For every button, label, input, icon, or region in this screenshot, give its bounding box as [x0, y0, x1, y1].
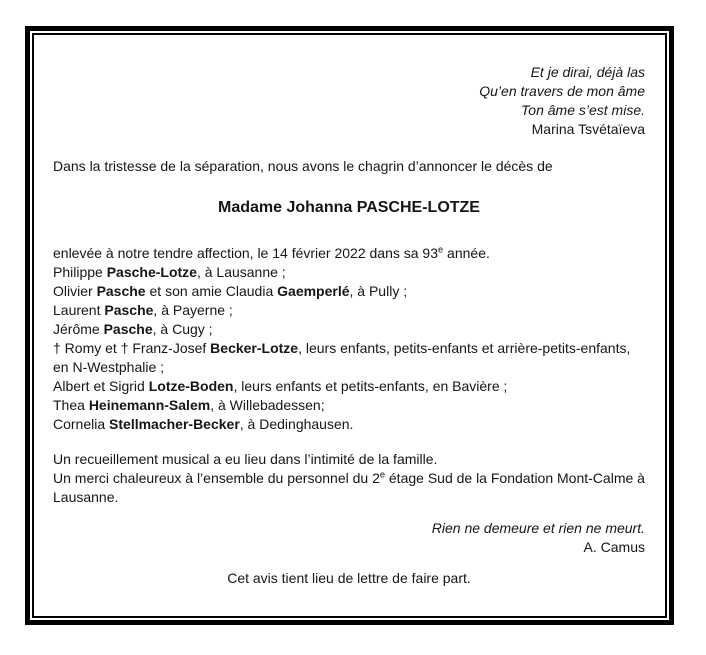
text-line: Laurent Pasche, à Payerne ; [53, 302, 233, 318]
text-line: Un recueillement musical a eu lieu dans l’intimité de la famille. [53, 451, 438, 467]
text-line: Et je dirai, déjà las [530, 64, 645, 80]
text-line: A. Camus [583, 539, 645, 555]
footer-note: Cet avis tient lieu de lettre de faire part. [227, 570, 471, 586]
text-line: Jérôme Pasche, à Cugy ; [53, 321, 213, 337]
acknowledgement [53, 450, 645, 507]
intro-line: Dans la tristesse de la séparation, nous avons le chagrin d’annoncer le décès de [53, 158, 553, 174]
text-line: Un merci chaleureux à l’ensemble du personnel du 2e étage Sud de la Fondation Mont-Calme à Lausanne. [53, 469, 645, 505]
closing-quote [53, 519, 645, 557]
family-list [53, 244, 645, 434]
text-line: enlevée à notre tendre affection, le 14 février 2022 dans sa 93e année. [53, 244, 490, 261]
deceased-name: Madame Johanna PASCHE-LOTZE [218, 199, 480, 216]
text-line: Thea Heinemann-Salem, à Willebadessen; [53, 397, 325, 413]
epigraph-quote [53, 63, 645, 139]
text-line: Philippe Pasche-Lotze, à Lausanne ; [53, 264, 286, 280]
text-line: Rien ne demeure et rien ne meurt. [431, 520, 645, 536]
announcement-card-inner [32, 33, 667, 618]
announcement-card [25, 26, 674, 625]
text-line: Marina Tsvétaïeva [531, 121, 645, 137]
text-line: Olivier Pasche et son amie Claudia Gaemperlé, à Pully ; [53, 283, 408, 299]
text-line: Albert et Sigrid Lotze-Boden, leurs enfants et petits-enfants, en Bavière ; [53, 378, 508, 394]
text-line: Qu’en travers de mon âme [479, 83, 645, 99]
text-line: Ton âme s’est mise. [521, 102, 645, 118]
text-line: † Romy et † Franz-Josef Becker-Lotze, leurs enfants, petits-enfants et arrière-petits-enfants, en N-Westphalie ; [53, 340, 631, 375]
text-line: Cornelia Stellmacher-Becker, à Dedinghausen. [53, 416, 354, 432]
